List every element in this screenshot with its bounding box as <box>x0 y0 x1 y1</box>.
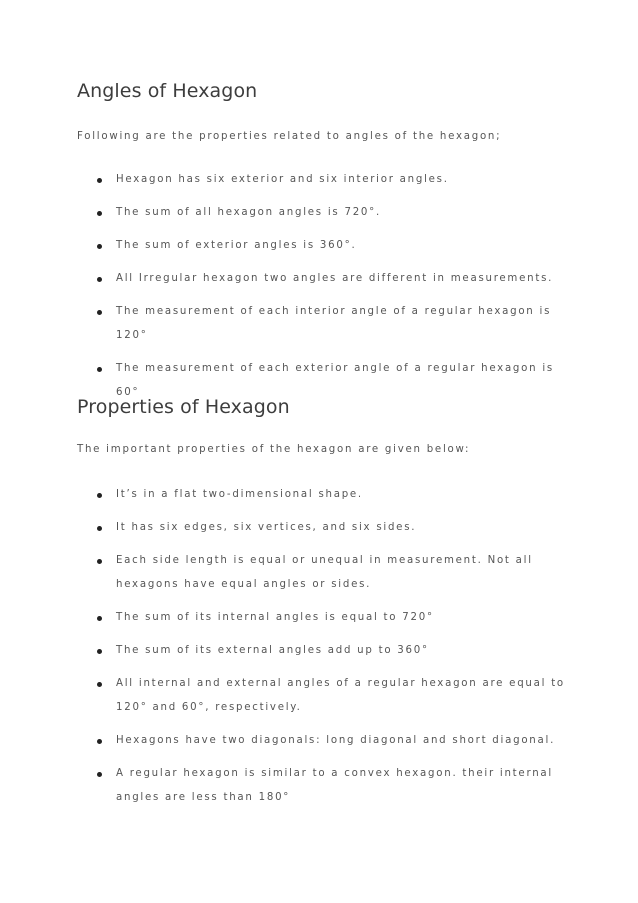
list-item-text: The sum of all hexagon angles is 720°. <box>116 207 381 218</box>
list-item <box>77 639 567 663</box>
list-item <box>77 729 567 753</box>
list-item <box>77 201 567 225</box>
bullet-icon <box>97 367 102 372</box>
bullet-icon <box>97 682 102 687</box>
bullet-icon <box>97 310 102 315</box>
bullet-icon <box>97 616 102 621</box>
list-item <box>77 762 567 810</box>
list-item-text: Hexagon has six exterior and six interior angles. <box>116 174 449 185</box>
section-intro-angles: Following are the properties related to angles of the hexagon; <box>77 131 502 142</box>
list-item <box>77 267 567 291</box>
list-item-text: All Irregular hexagon two angles are different in measurements. <box>116 273 554 284</box>
list-item <box>77 168 567 192</box>
list-item-text: The measurement of each exterior angle of a regular hexagon is 60° <box>116 363 554 398</box>
list-item-text: A regular hexagon is similar to a convex hexagon. their internal angles are less than 180° <box>116 768 553 803</box>
bullet-icon <box>97 772 102 777</box>
bullet-icon <box>97 277 102 282</box>
list-item-text: It’s in a flat two-dimensional shape. <box>116 489 363 500</box>
bullet-icon <box>97 649 102 654</box>
section-title-properties: Properties of Hexagon <box>77 396 290 418</box>
bullet-icon <box>97 244 102 249</box>
list-item-text: It has six edges, six vertices, and six sides. <box>116 522 417 533</box>
list-item-text: All internal and external angles of a regular hexagon are equal to 120° and 60°, respectively. <box>116 678 565 713</box>
list-item <box>77 549 567 597</box>
angles-list <box>77 168 567 414</box>
bullet-icon <box>97 178 102 183</box>
list-item <box>77 672 567 720</box>
list-item <box>77 483 567 507</box>
section-intro-properties: The important properties of the hexagon are given below: <box>77 444 471 455</box>
list-item-text: Each side length is equal or unequal in measurement. Not all hexagons have equal angles or sides. <box>116 555 533 590</box>
list-item-text: The sum of its internal angles is equal to 720° <box>116 612 434 623</box>
list-item-text: Hexagons have two diagonals: long diagonal and short diagonal. <box>116 735 556 746</box>
list-item-text: The sum of exterior angles is 360°. <box>116 240 357 251</box>
list-item-text: The sum of its external angles add up to 360° <box>116 645 429 656</box>
bullet-icon <box>97 559 102 564</box>
bullet-icon <box>97 526 102 531</box>
properties-list <box>77 483 567 819</box>
bullet-icon <box>97 739 102 744</box>
section-title-angles: Angles of Hexagon <box>77 80 258 102</box>
list-item <box>77 516 567 540</box>
list-item <box>77 606 567 630</box>
list-item <box>77 234 567 258</box>
bullet-icon <box>97 211 102 216</box>
list-item <box>77 300 567 348</box>
bullet-icon <box>97 493 102 498</box>
list-item-text: The measurement of each interior angle of a regular hexagon is 120° <box>116 306 552 341</box>
